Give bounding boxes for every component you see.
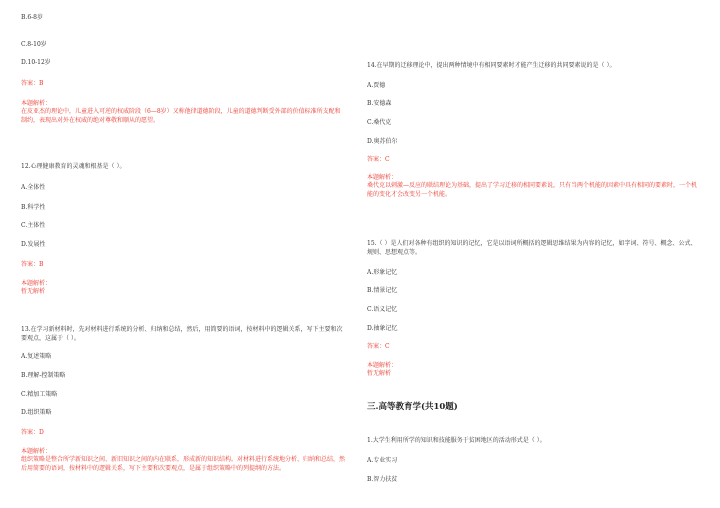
question-12-stem: 12.心理健康教育的灵魂和根基是（ ）。 <box>21 163 126 170</box>
option-c: C.语义记忆 <box>367 306 398 313</box>
analysis-label: 本题解析： <box>367 362 398 369</box>
option-a: A.复述策略 <box>21 353 52 360</box>
answer: 答案：B <box>21 80 44 87</box>
option-d: D.10-12岁 <box>21 59 51 66</box>
answer: 答案：D <box>21 429 44 436</box>
option-b: B.理解-控制策略 <box>21 372 66 379</box>
question-14-stem: 14.在早期的迁移理论中，提出两种情境中有相同要素时才能产生迁移的共同要素说的是（ ）。 <box>367 62 616 69</box>
analysis-label: 本题解析： <box>367 174 398 181</box>
option-a: A.全体性 <box>21 184 46 191</box>
question-15-stem: 15.（ ）是人们对各种有组织的知识的记忆，它是以语词所概括的逻辑思维结果为内容的记忆，如字词、符号、概念、公式、规则、思想观点等。 <box>367 240 697 256</box>
analysis-label: 本题解析： <box>21 448 52 455</box>
option-a: A.贾德 <box>367 82 386 89</box>
analysis-text: 暂无解析 <box>21 288 46 295</box>
analysis-label: 本题解析： <box>21 100 52 107</box>
analysis-text: 在皮亚杰的理论中，儿童进入可逆的权威阶段（6—8岁）又称他律道德阶段，儿童的道德判断受外部的价值标准所支配和制约，表现出对外在权威的绝对尊敬和顺从的愿望。 <box>21 108 341 124</box>
analysis-text: 组织策略是整合所学新知识之间、新旧知识之间的内在联系，形成新的知识结构。对材料进行系统地分析、归纳和总结，然后用简要的语词，按材料中的逻辑关系，写下主要和次要观点，是属于组织策略中的列提纲的方法。 <box>21 456 346 472</box>
option-c: C.桑代克 <box>367 119 392 126</box>
option-d: D.抽象记忆 <box>367 325 398 332</box>
answer: 答案：B <box>21 261 44 268</box>
option-d: D.发展性 <box>21 241 46 248</box>
option-c: C.主体性 <box>21 222 46 229</box>
question-13-stem: 13.在学习新材料时，先对材料进行系统的分析、归纳和总结，然后，用简要的语词，按材料中的逻辑关系，写下主要和次要观点，这属于（ ）。 <box>21 326 343 342</box>
option-c: C.精加工策略 <box>21 391 58 398</box>
analysis-text: 暂无解析 <box>367 370 392 377</box>
option-c: C.8-10岁 <box>21 41 47 48</box>
option-d: D.组织策略 <box>21 409 52 416</box>
option-b: B.智力扶贫 <box>367 476 398 483</box>
question-1-stem: 1.大学生利用所学的知识和技能服务于贫困地区的活动形式是（ ）。 <box>367 437 546 444</box>
section-title: 三.高等教育学(共10题) <box>367 402 458 412</box>
option-b: B.情景记忆 <box>367 287 398 294</box>
option-b: B.科学性 <box>21 204 46 211</box>
option-a: A.形象记忆 <box>367 269 398 276</box>
option-b: B.6-8岁 <box>21 14 43 21</box>
option-d: D.奥苏伯尔 <box>367 138 398 145</box>
answer: 答案：C <box>367 156 390 163</box>
option-b: B.安德森 <box>367 100 392 107</box>
analysis-text: 桑代克以刺激—反应的联结理论为基础，提出了学习迁移的相同要素说，只有当两个机能的因素中具有相同的要素时，一个机能的变化才会改变另一个机能。 <box>367 182 697 198</box>
option-a: A.专业实习 <box>367 457 398 464</box>
analysis-label: 本题解析： <box>21 280 52 287</box>
answer: 答案：C <box>367 343 390 350</box>
